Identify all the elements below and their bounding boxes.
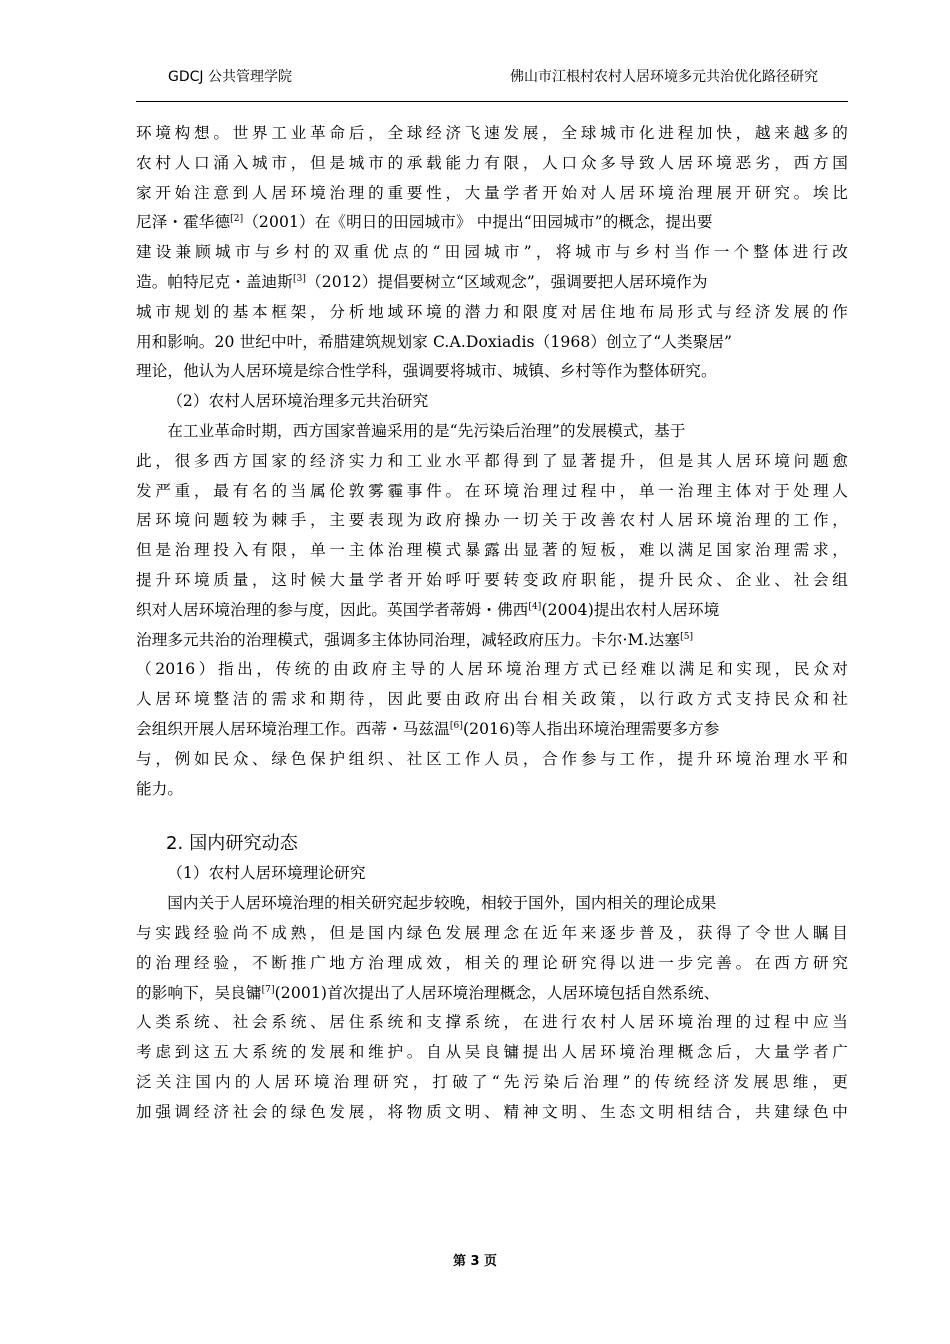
text-segment: 织对人居环境治理的参与度，因此。英国学者蒂姆・佛西: [136, 600, 529, 619]
citation-3: [3]: [292, 273, 307, 284]
text-line: [136, 715, 848, 745]
text-line: [136, 596, 848, 626]
text-line: 人居环境整洁的需求和期待，因此要由政府出台相关政策，以行政方式支持民众和社: [136, 690, 848, 709]
document-body: [136, 119, 848, 1128]
text-line: 人类系统、社会系统、居住系统和支撑系统，在进行农村人居环境治理的过程中应当: [136, 1013, 848, 1032]
text-line: 考虑到这五大系统的发展和维护。自从吴良镛提出人居环境治理概念后，大量学者广: [136, 1043, 848, 1062]
text-line: 与实践经验尚不成熟，但是国内绿色发展理念在近年来逐步普及，获得了令世人瞩目: [136, 923, 848, 942]
text-line: 能力。: [136, 779, 184, 798]
text-line: 的治理经验，不断推广地方治理成效，相关的理论研究得以进一步完善。在西方研究: [136, 953, 848, 972]
text-line: 环境构想。世界工业革命后，全球经济飞速发展，全球城市化进程加快，越来越多的: [136, 124, 848, 142]
text-line: 国内关于人居环境治理的相关研究起步较晚，相较于国外，国内相关的理论成果: [167, 894, 717, 913]
citation-5: [5]: [680, 631, 694, 642]
citation-4: [4]: [528, 601, 542, 612]
text-line: 此，很多西方国家的经济实力和工业水平都得到了显著提升，但是其人居环境问题愈: [136, 451, 848, 470]
text-segment: 治理多元共治的治理模式，强调多主体协同治理，减轻政府压力。卡尔·M.达塞: [136, 630, 681, 649]
subheading-rural-theory: （1）农村人居环境理论研究: [167, 864, 366, 883]
header-divider: [136, 101, 848, 102]
text-segment: (2004)提出农村人居环境: [541, 600, 720, 619]
text-line: [136, 626, 848, 656]
text-line: 提升环境质量，这时候大量学者开始呼吁要转变政府职能，提升民众、企业、社会组: [136, 570, 848, 589]
citation-7: [7]: [261, 984, 275, 995]
section-heading-domestic-research: 2. 国内研究动态: [166, 833, 298, 855]
paragraph-foreign-multi-governance: [136, 417, 848, 804]
text-line: 农村人口涌入城市，但是城市的承载能力有限，人口众多导致人居环境恶劣，西方国: [136, 153, 848, 172]
text-line: 家开始注意到人居环境治理的重要性，大量学者开始对人居环境治理展开研究。埃比: [136, 183, 848, 202]
text-segment: （2001）在《明日的田园城市》 中提出“田园城市”的概念，提出要: [243, 213, 713, 232]
text-line: 泛关注国内的人居环境治理研究，打破了“先污染后治理”的传统经济发展思维，更: [136, 1072, 848, 1091]
page-number: 第 3 页: [452, 1254, 498, 1269]
subheading-multi-governance: （2）农村人居环境治理多元共治研究: [167, 392, 429, 411]
text-line: 建设兼顾城市与乡村的双重优点的“田园城市”，将城市与乡村当作一个整体进行改: [136, 243, 848, 262]
paragraph-foreign-theory: [136, 119, 848, 387]
text-line: 居环境问题较为棘手，主要表现为政府操办一切关于改善农村人居环境治理的工作，: [136, 511, 848, 530]
text-segment: (2001)首次提出了人居环境治理概念，人居环境包括自然系统、: [274, 983, 720, 1002]
text-segment: （2012）提倡要树立“区域观念”，强调要把人居环境作为: [306, 272, 708, 291]
text-segment: 的影响下，吴良镛: [136, 983, 262, 1002]
text-line: 理论，他认为人居环境是综合性学科，强调要将城市、城镇、乡村等作为整体研究。: [136, 362, 717, 381]
text-segment: 会组织开展人居环境治理工作。西蒂・马兹温: [136, 719, 450, 738]
text-line: [136, 979, 848, 1009]
citation-2: [2]: [230, 214, 244, 225]
header-thesis-title: 佛山市江根村农村人居环境多元共治优化路径研究: [510, 69, 818, 85]
text-line: [136, 208, 848, 238]
text-segment: 造。帕特尼克・盖迪斯: [136, 272, 293, 291]
header-institution: GDCJ 公共管理学院: [168, 69, 292, 85]
text-line: 加强调经济社会的绿色发展，将物质文明、精神文明、生态文明相结合，共建绿色中: [136, 1102, 848, 1121]
text-segment: 尼泽・霍华德: [136, 213, 231, 232]
paragraph-domestic-theory: [136, 889, 848, 1127]
text-line: 发严重，最有名的当属伦敦雾霾事件。在环境治理过程中，单一治理主体对于处理人: [136, 481, 848, 500]
text-line: 用和影响。20 世纪中叶，希腊建筑规划家 C.A.Doxiadis（1968）创立了“人类聚居”: [136, 332, 733, 351]
text-line: [136, 268, 848, 298]
text-line: （2016）指出，传统的由政府主导的人居环境治理方式已经难以满足和实现，民众对: [136, 660, 848, 679]
page-header: [168, 66, 818, 92]
text-line: 在工业革命时期，西方国家普遍采用的是“先污染后治理”的发展模式，基于: [167, 421, 686, 440]
text-line: 与，例如民众、绿色保护组织、社区工作人员，合作参与工作，提升环境治理水平和: [136, 749, 848, 768]
text-segment: (2016)等人指出环境治理需要多方参: [462, 719, 720, 738]
text-line: 但是治理投入有限，单一主体治理模式暴露出显著的短板，难以满足国家治理需求，: [136, 541, 848, 560]
citation-6: [6]: [449, 720, 463, 731]
text-line: 城市规划的基本框架，分析地域环境的潜力和限度对居住地布局形式与经济发展的作: [136, 302, 848, 321]
